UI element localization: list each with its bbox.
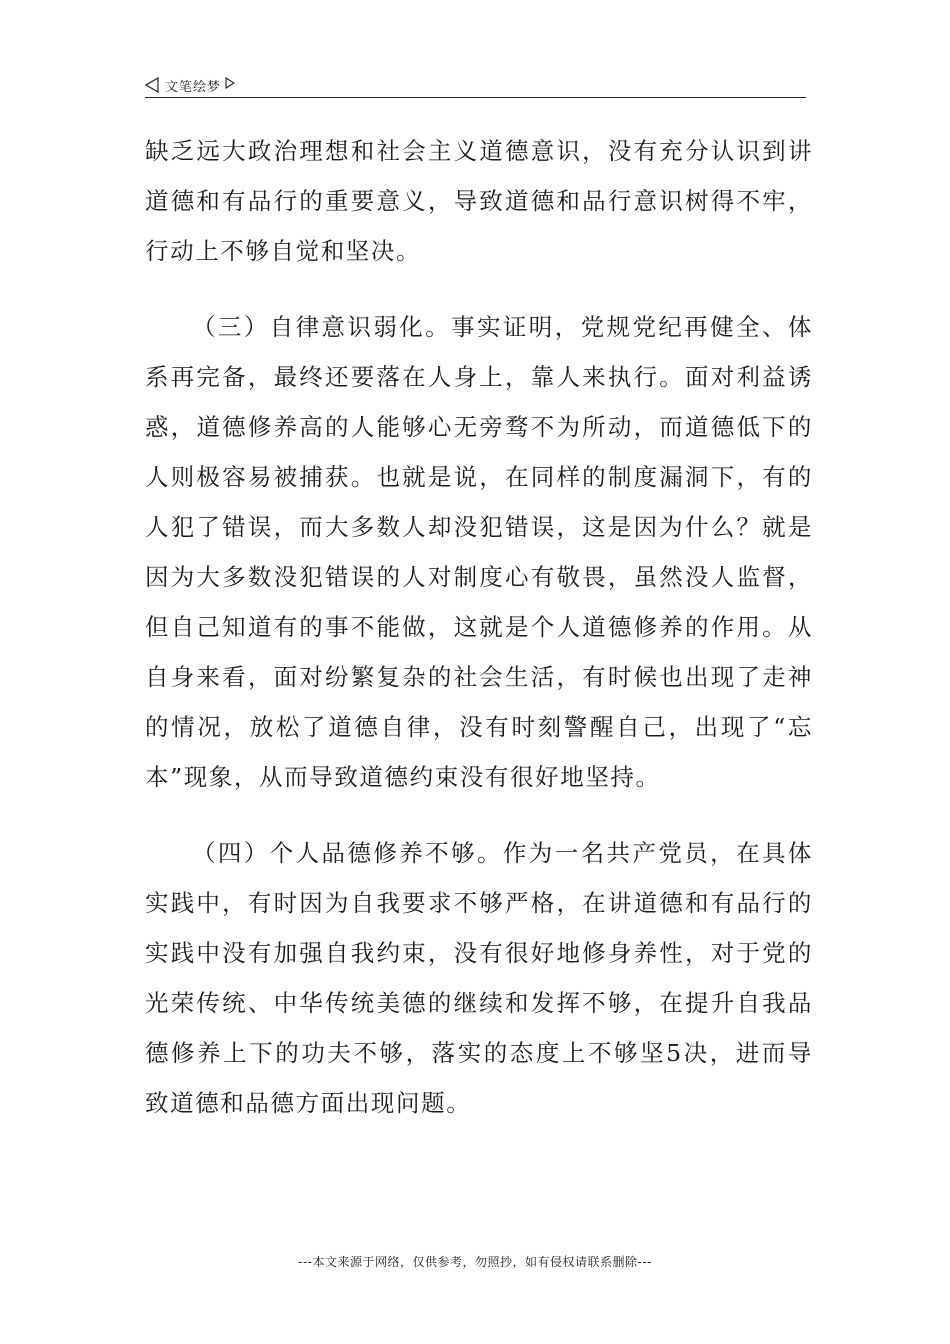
triangle-right-icon xyxy=(225,77,239,93)
document-body xyxy=(145,126,813,1128)
page-header xyxy=(145,74,805,96)
triangle-left-icon xyxy=(145,77,159,93)
footer-notice: ---本文来源于网络，仅供参考，勿照抄，如有侵权请联系删除--- xyxy=(298,1255,652,1269)
header-rule xyxy=(145,97,806,98)
paragraph-section-three: （三）自律意识弱化。事实证明，党规党纪再健全、体系再完备，最终还要落在人身上，靠人来执行。面对利益诱惑，道德修养高的人能够心无旁骛不为所动，而道德低下的人则极容易被捕获。也就是说，在同样的制度漏洞下，有的人犯了错误，而大多数人却没犯错误，这是因为什么？就是因为大多数没犯错误的人对制度心有敬畏，虽然没人监督，但自己知道有的事不能做，这就是个人道德修养的作用。从自身来看，面对纷繁复杂的社会生活，有时候也出现了走神的情况，放松了道德自律，没有时刻警醒自己，出现了“忘本”现象，从而导致道德约束没有很好地坚持。 xyxy=(145,313,813,791)
paragraph-section-four: （四）个人品德修养不够。作为一名共产党员，在具体实践中，有时因为自我要求不够严格，在讲道德和有品行的实践中没有加强自我约束，没有很好地修身养性，对于党的光荣传统、中华传统美德的继续和发挥不够，在提升自我品德修养上下的功夫不够，落实的态度上不够坚5决，进而导致道德和品德方面出现问题。 xyxy=(145,839,813,1117)
paragraph-continuation: 缺乏远大政治理想和社会主义道德意识，没有充分认识到讲道德和有品行的重要意义，导致道德和品行意识树得不牢，行动上不够自觉和坚决。 xyxy=(145,137,813,265)
header-brand: 文笔绘梦 xyxy=(165,79,222,95)
